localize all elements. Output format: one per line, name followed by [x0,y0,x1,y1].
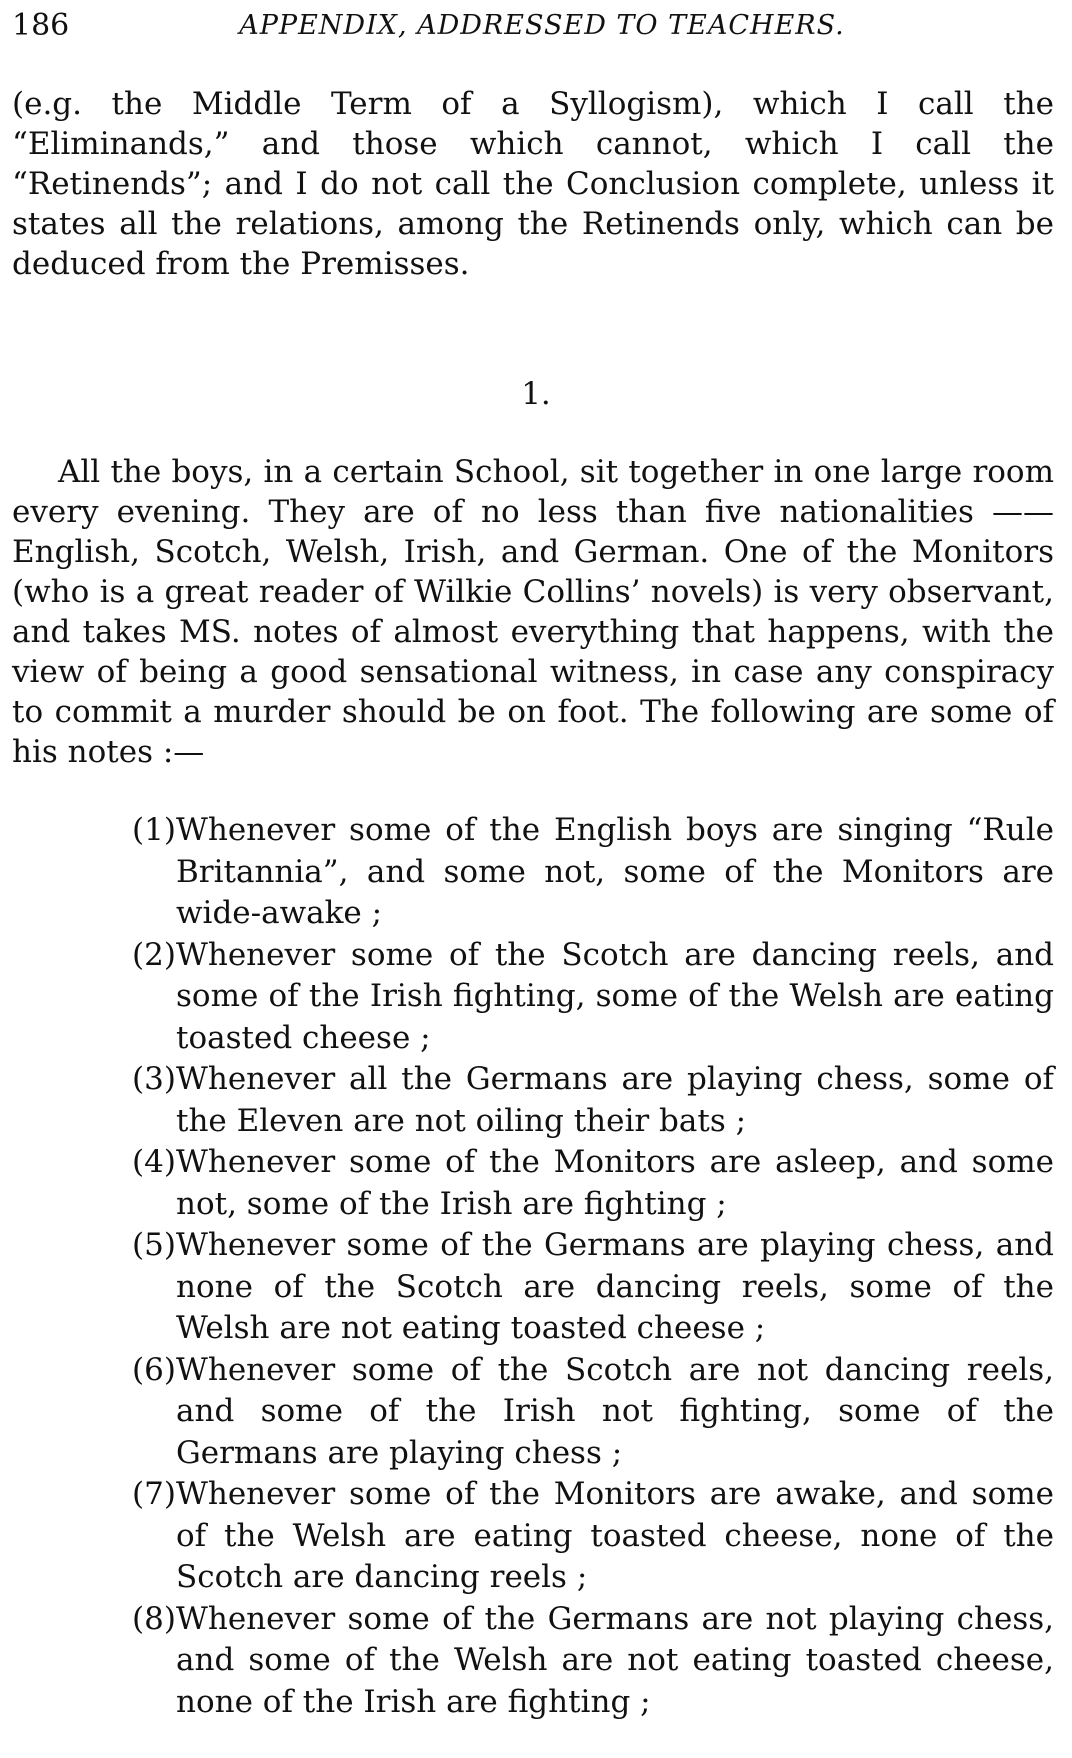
note-item [132,935,1054,1060]
note-text: Whenever some of the English boys are singing “Rule Britannia”, and some not, some of the Monitors are wide-awake ; [176,812,1054,931]
note-text: Whenever some of the Germans are not playing chess, and some of the Welsh are not eating toasted cheese, none of the Irish are fighting ; [176,1600,1054,1720]
note-number: (6) [132,1351,176,1388]
note-text: Whenever some of the Scotch are not dancing reels, and some of the Irish not fighting, some of the Germans are playing chess ; [176,1351,1054,1471]
note-text: Whenever all the Germans are playing chess, some of the Eleven are not oiling their bats ; [176,1061,1054,1139]
school-paragraph [12,452,1054,772]
note-item [132,1142,1054,1225]
note-item [132,1225,1054,1350]
note-text: Whenever some of the Monitors are awake, and some of the Welsh are eating toasted cheese, none of the Scotch are dancing reels ; [176,1476,1054,1595]
note-number: (1) [132,812,176,848]
section-number: 1. [521,376,551,412]
note-number: (5) [132,1227,176,1263]
note-number: (3) [132,1061,176,1097]
note-text: Whenever some of the Scotch are dancing reels, and some of the Irish fighting, some of the Welsh are eating toasted cheese ; [176,936,1054,1056]
note-text: Whenever some of the Monitors are asleep, and some not, some of the Irish are fighting ; [176,1144,1054,1222]
note-text: Whenever some of the Germans are playing chess, and none of the Scotch are dancing reels, some of the Welsh are not eating toasted cheese ; [176,1227,1054,1346]
note-number: (7) [132,1476,176,1512]
running-head: APPENDIX, ADDRESSED TO TEACHERS. [239,10,845,41]
note-item [132,810,1054,935]
note-item [132,1599,1054,1724]
school-paragraph-text: All the boys, in a certain School, sit together in one large room every evening. They are of no less than five nationalities ——English, Scotch, Welsh, Irish, and German. One of the Monitors (who is a great reader of Wilkie Collins’ novels) is very observant, and takes MS. notes of almost everything that happens, with the view of being a good sensational witness, in case any conspiracy to commit a murder should be on foot. The following are some of his notes :— [12,454,1054,770]
note-item [132,1059,1054,1142]
page-number: 186 [12,8,70,43]
note-number: (8) [132,1600,176,1637]
note-number: (2) [132,936,176,973]
intro-text: (e.g. the Middle Term of a Syllogism), which I call the “Eliminands,” and those which cannot, which I call the “Retinends”; and I do not call the Conclusion complete, unless it states all the relations, among the Retinends only, which can be deduced from the Premisses. [12,86,1054,282]
notes-list [132,810,1054,1723]
note-item [132,1350,1054,1475]
intro-paragraph [12,84,1054,284]
note-number: (4) [132,1144,176,1180]
page-header [12,8,1060,54]
note-item [132,1474,1054,1599]
